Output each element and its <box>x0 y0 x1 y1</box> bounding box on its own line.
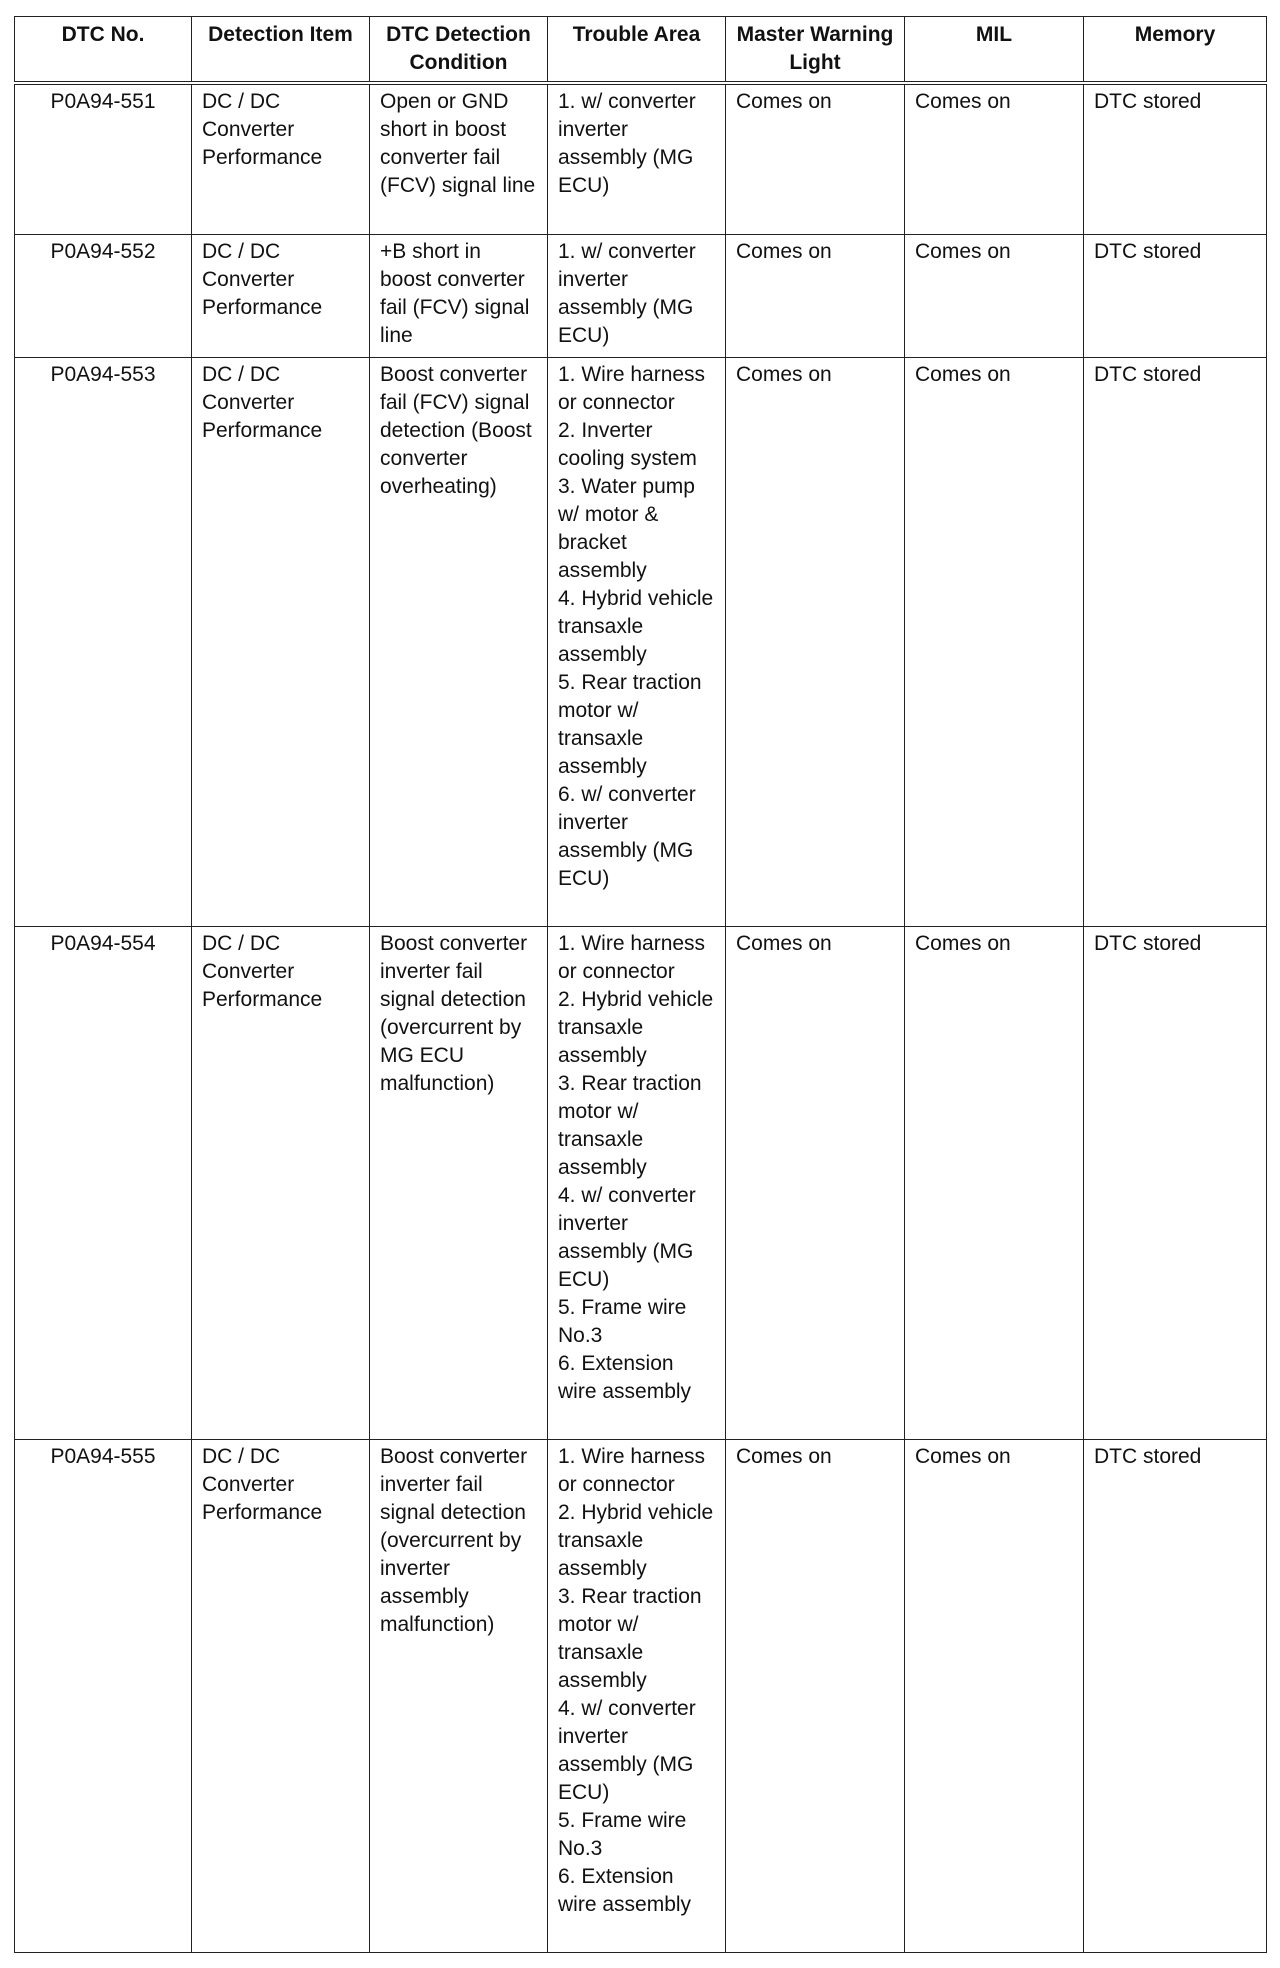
trouble-area-item: 1. Wire harness or connector <box>558 932 706 983</box>
header-trouble-area: Trouble Area <box>548 17 726 84</box>
trouble-area-cell <box>548 1440 726 1953</box>
master-warning-light-cell: Comes on <box>726 235 905 358</box>
detection-item-cell: DC / DC Converter Performance <box>192 358 370 927</box>
trouble-area-item: 5. Rear traction motor w/ transaxle assembly <box>558 671 702 778</box>
trouble-area-item: 4. w/ converter inverter assembly (MG ECU) <box>558 1697 696 1804</box>
master-warning-light-cell: Comes on <box>726 358 905 927</box>
header-row <box>15 17 1267 84</box>
header-master-warning-light: Master Warning Light <box>726 17 905 84</box>
detection-item-cell: DC / DC Converter Performance <box>192 927 370 1440</box>
trouble-area-item: 3. Rear traction motor w/ transaxle assembly <box>558 1072 702 1179</box>
table-row <box>15 235 1267 358</box>
memory-cell: DTC stored <box>1084 235 1267 358</box>
trouble-area-cell <box>548 927 726 1440</box>
table-row <box>15 83 1267 235</box>
table-row <box>15 1440 1267 1953</box>
table-row <box>15 927 1267 1440</box>
trouble-area-item: 6. w/ converter inverter assembly (MG ECU) <box>558 783 696 890</box>
trouble-area-item: 2. Inverter cooling system <box>558 419 697 470</box>
trouble-area-item: 4. w/ converter inverter assembly (MG ECU) <box>558 1184 696 1291</box>
trouble-area-item: 5. Frame wire No.3 <box>558 1296 687 1347</box>
mil-cell: Comes on <box>905 358 1084 927</box>
trouble-area-cell <box>548 358 726 927</box>
condition-cell: Open or GND short in boost converter fail (FCV) signal line <box>370 83 548 235</box>
condition-cell: Boost converter fail (FCV) signal detection (Boost converter overheating) <box>370 358 548 927</box>
table-header <box>15 17 1267 84</box>
trouble-area-item: 2. Hybrid vehicle transaxle assembly <box>558 1501 714 1580</box>
memory-cell: DTC stored <box>1084 927 1267 1440</box>
trouble-area-item: 1. w/ converter inverter assembly (MG ECU) <box>558 240 696 347</box>
trouble-area-item: 6. Extension wire assembly <box>558 1352 692 1403</box>
master-warning-light-cell: Comes on <box>726 1440 905 1953</box>
master-warning-light-cell: Comes on <box>726 83 905 235</box>
memory-cell: DTC stored <box>1084 1440 1267 1953</box>
trouble-area-item: 3. Rear traction motor w/ transaxle assembly <box>558 1585 702 1692</box>
table-row <box>15 358 1267 927</box>
dtc-no-cell: P0A94-552 <box>15 235 192 358</box>
dtc-no-cell: P0A94-551 <box>15 83 192 235</box>
header-dtc-no: DTC No. <box>15 17 192 84</box>
dtc-table <box>14 16 1267 1953</box>
master-warning-light-cell: Comes on <box>726 927 905 1440</box>
trouble-area-cell <box>548 235 726 358</box>
trouble-area-item: 1. w/ converter inverter assembly (MG ECU) <box>558 90 696 197</box>
mil-cell: Comes on <box>905 927 1084 1440</box>
header-detection-condition: DTC Detection Condition <box>370 17 548 84</box>
dtc-no-cell: P0A94-555 <box>15 1440 192 1953</box>
mil-cell: Comes on <box>905 83 1084 235</box>
memory-cell: DTC stored <box>1084 358 1267 927</box>
mil-cell: Comes on <box>905 235 1084 358</box>
table-body <box>15 83 1267 1953</box>
trouble-area-item: 3. Water pump w/ motor & bracket assembly <box>558 475 695 582</box>
detection-item-cell: DC / DC Converter Performance <box>192 1440 370 1953</box>
trouble-area-item: 2. Hybrid vehicle transaxle assembly <box>558 988 714 1067</box>
header-memory: Memory <box>1084 17 1267 84</box>
trouble-area-item: 1. Wire harness or connector <box>558 1445 706 1496</box>
header-mil: MIL <box>905 17 1084 84</box>
dtc-no-cell: P0A94-553 <box>15 358 192 927</box>
trouble-area-item: 1. Wire harness or connector <box>558 363 706 414</box>
trouble-area-item: 5. Frame wire No.3 <box>558 1809 687 1860</box>
detection-item-cell: DC / DC Converter Performance <box>192 235 370 358</box>
trouble-area-item: 4. Hybrid vehicle transaxle assembly <box>558 587 714 666</box>
mil-cell: Comes on <box>905 1440 1084 1953</box>
condition-cell: Boost converter inverter fail signal detection (overcurrent by MG ECU malfunction) <box>370 927 548 1440</box>
condition-cell: +B short in boost converter fail (FCV) signal line <box>370 235 548 358</box>
memory-cell: DTC stored <box>1084 83 1267 235</box>
trouble-area-cell <box>548 83 726 235</box>
trouble-area-item: 6. Extension wire assembly <box>558 1865 692 1916</box>
dtc-no-cell: P0A94-554 <box>15 927 192 1440</box>
condition-cell: Boost converter inverter fail signal detection (overcurrent by inverter assembly malfunction) <box>370 1440 548 1953</box>
header-detection-item: Detection Item <box>192 17 370 84</box>
detection-item-cell: DC / DC Converter Performance <box>192 83 370 235</box>
